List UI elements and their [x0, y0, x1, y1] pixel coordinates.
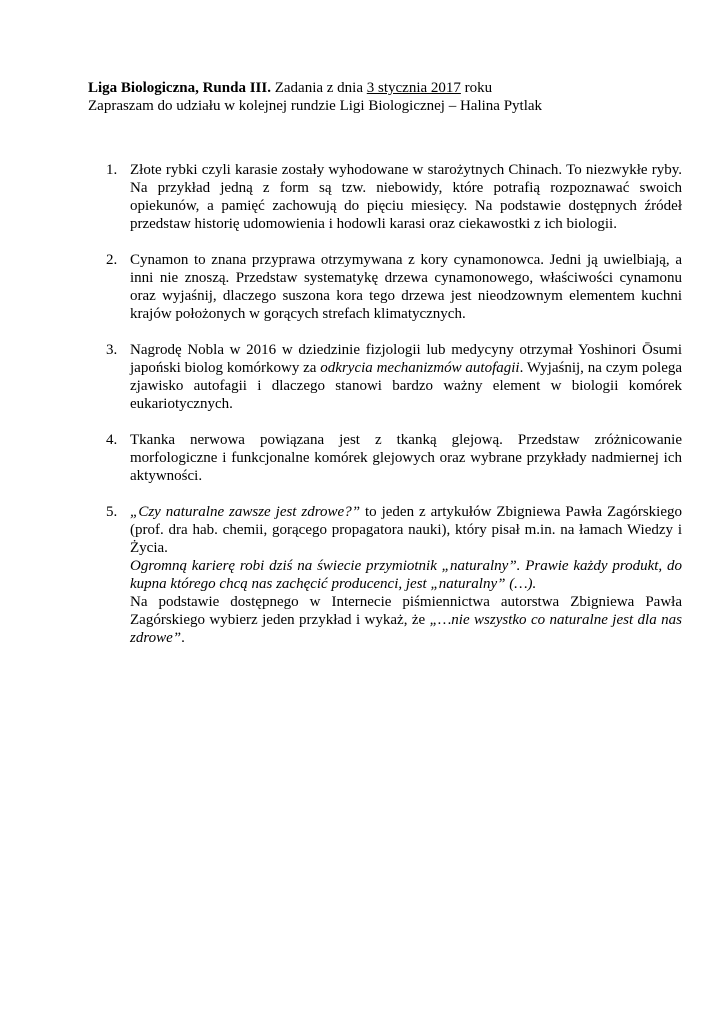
header-title-bold: Liga Biologiczna, Runda III.: [88, 80, 271, 96]
task-item-4: [88, 431, 682, 485]
task-text-part-a: Nagrodę Nobla w 2016 w dziedzinie fizjologii lub medycyny otrzymał Yoshinori Ōsumi japoński biolog komórkowy za: [130, 342, 682, 376]
task-number: 2.: [106, 252, 118, 268]
final-quote: „…nie wszystko co naturalne jest dla nas zdrowe”: [130, 612, 682, 646]
document-header: [88, 79, 648, 115]
header-title-line: [88, 79, 648, 97]
task-text-emphasis: odkrycia mechanizmów autofagii: [320, 360, 520, 376]
task-intro: [130, 503, 682, 557]
article-citation-text: Ogromną karierę robi dziś na świecie przymiotnik „naturalny”. Prawie każdy produkt, do kupna którego chcą nas zachęcić producenci, jest „naturalny” (…).: [130, 558, 682, 592]
task-item-1: [88, 161, 682, 233]
task-text: Złote rybki czyli karasie zostały wyhodowane w starożytnych Chinach. To niezwykłe ryby. Na przykład jedną z form są tzw. niebowidy, które potrafią rozpoznawać swoich opiekunów, a pamięć zachowują do pięciu miesięcy. Na podstawie dostępnych źródeł przedstaw historię udomowienia i hodowli karasi oraz ciekawostki z ich biologii.: [130, 162, 682, 232]
task-number: 5.: [106, 504, 118, 520]
article-citation: [130, 557, 682, 593]
task-text: Cynamon to znana przyprawa otrzymywana z kory cynamonowca. Jedni ją uwielbiają, a inni nie znoszą. Przedstaw systematykę drzewa cynamonowego, właściwości cynamonu oraz wyjaśnij, dlaczego suszona kora tego drzewa jest nieodzownym elementem kuchni krajów położonych w gorących strefach klimatycznych.: [130, 252, 682, 322]
task-item-5: [88, 503, 682, 647]
task-item-3: [88, 341, 682, 413]
header-title-post: roku: [460, 80, 493, 96]
task-number: 1.: [106, 162, 118, 178]
task-instruction-text: Na podstawie dostępnego w Internecie piśmiennictwa autorstwa Zbigniewa Pawła Zagórskiego wybierz jeden przykład i wykaż, że: [130, 594, 682, 628]
article-title: „Czy naturalne zawsze jest zdrowe?”: [130, 504, 361, 520]
final-dot: .: [181, 630, 185, 646]
header-date: 3 stycznia 2017: [366, 80, 461, 96]
header-title-pre: Zadania z dnia: [270, 80, 367, 96]
task-number: 4.: [106, 432, 118, 448]
task-text-part-b: . Wyjaśnij, na czym polega zjawisko autofagii i dlaczego stanowi bardzo ważny element w biologii komórek eukariotycznych.: [130, 360, 683, 412]
article-intro: to jeden z artykułów Zbigniewa Pawła Zagórskiego (prof. dra hab. chemii, gorącego propagatora nauki), który pisał m.in. na łamach Wiedzy i Życia.: [130, 504, 682, 556]
task-number: 3.: [106, 342, 118, 358]
header-subtitle: Zapraszam do udziału w kolejnej rundzie Ligi Biologicznej – Halina Pytlak: [88, 98, 543, 114]
task-instruction: [130, 593, 682, 647]
task-text: Tkanka nerwowa powiązana jest z tkanką glejową. Przedstaw zróżnicowanie morfologiczne i funkcjonalne komórek glejowych oraz wybrane przykłady nadmiernej ich aktywności.: [130, 432, 682, 484]
task-item-2: [88, 251, 682, 323]
task-text: [130, 341, 682, 413]
